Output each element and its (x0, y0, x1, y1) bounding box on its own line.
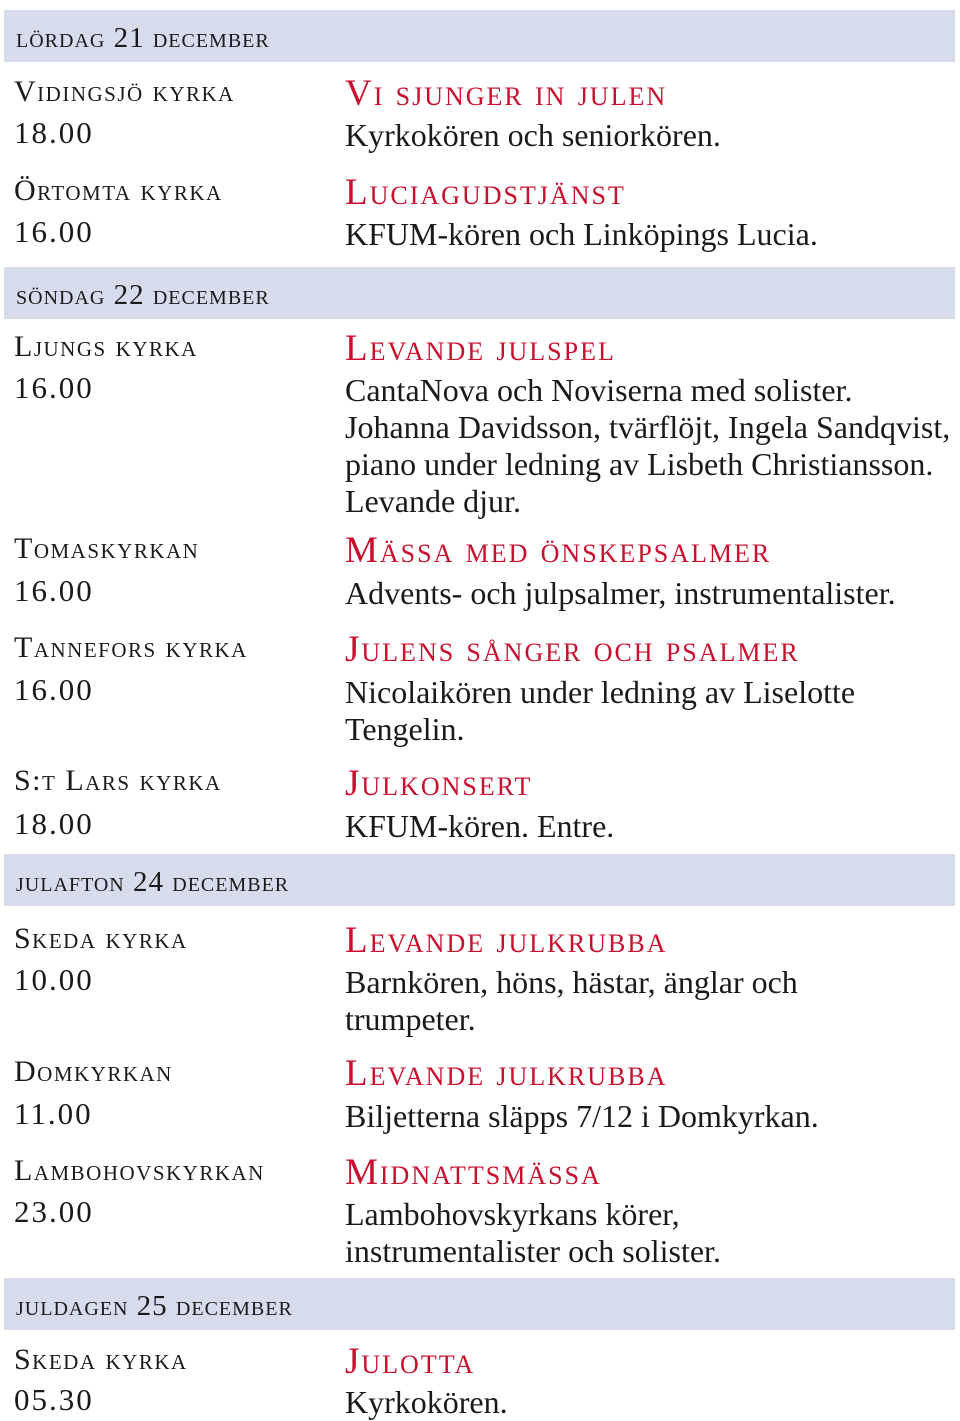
event-time: 16.00 (14, 214, 94, 249)
event-place: Lambohovskyrkan (14, 1154, 265, 1187)
event-place: Ljungs kyrka (14, 330, 198, 363)
event-place: Skeda kyrka (14, 1343, 188, 1376)
event-time: 23.00 (14, 1194, 94, 1229)
event-place: S:t Lars kyrka (14, 764, 222, 797)
day-label: söndag 22 december (16, 279, 270, 311)
event-place: Örtomta kyrka (14, 174, 223, 207)
day-label: lördag 21 december (16, 22, 270, 54)
event-description: Lambohovskyrkans körer, instrumentalister och solister. (345, 1196, 721, 1269)
event-title: Levande julkrubba (345, 920, 668, 961)
event-description: Kyrkokören. (345, 1384, 508, 1420)
event-title: Julkonsert (345, 763, 533, 804)
event-time: 16.00 (14, 370, 94, 405)
day-header (4, 1278, 955, 1330)
event-place: Skeda kyrka (14, 922, 188, 955)
event-time: 05.30 (14, 1382, 94, 1417)
event-description: Kyrkokören och seniorkören. (345, 117, 721, 153)
event-time: 16.00 (14, 672, 94, 707)
event-description: KFUM-kören och Linköpings Lucia. (345, 216, 818, 252)
event-description: KFUM-kören. Entre. (345, 808, 615, 844)
event-title: Julotta (345, 1341, 476, 1382)
event-title: Luciagudstjänst (345, 172, 626, 213)
day-header (4, 854, 955, 906)
event-description: Barnkören, höns, hästar, änglar och trumpeter. (345, 964, 798, 1037)
event-description: Biljetterna släpps 7/12 i Domkyrkan. (345, 1098, 819, 1134)
day-header (4, 10, 955, 62)
event-title: Julens sånger och psalmer (345, 629, 800, 670)
event-place: Tomaskyrkan (14, 532, 200, 565)
event-description: Advents- och julpsalmer, instrumentalister. (345, 575, 896, 611)
day-label: juldagen 25 december (16, 1290, 293, 1322)
event-time: 16.00 (14, 573, 94, 608)
event-description: CantaNova och Noviserna med solister. Johanna Davidsson, tvärflöjt, Ingela Sandqvist, piano under ledning av Lisbeth Christiansson. Levande djur. (345, 372, 951, 519)
event-title: Vi sjunger in julen (345, 73, 668, 114)
event-title: Midnattsmässa (345, 1152, 602, 1193)
event-place: Tannefors kyrka (14, 631, 248, 664)
event-title: Mässa med önskepsalmer (345, 530, 772, 571)
event-place: Domkyrkan (14, 1055, 173, 1088)
event-time: 11.00 (14, 1096, 93, 1131)
event-time: 18.00 (14, 806, 94, 841)
day-label: julafton 24 december (16, 866, 290, 898)
event-title: Levande julkrubba (345, 1053, 668, 1094)
event-time: 18.00 (14, 115, 94, 150)
event-place: Vidingsjö kyrka (14, 75, 235, 108)
event-title: Levande julspel (345, 328, 616, 369)
event-description: Nicolaikören under ledning av Liselotte Tengelin. (345, 674, 856, 747)
day-header (4, 267, 955, 319)
event-time: 10.00 (14, 962, 94, 997)
